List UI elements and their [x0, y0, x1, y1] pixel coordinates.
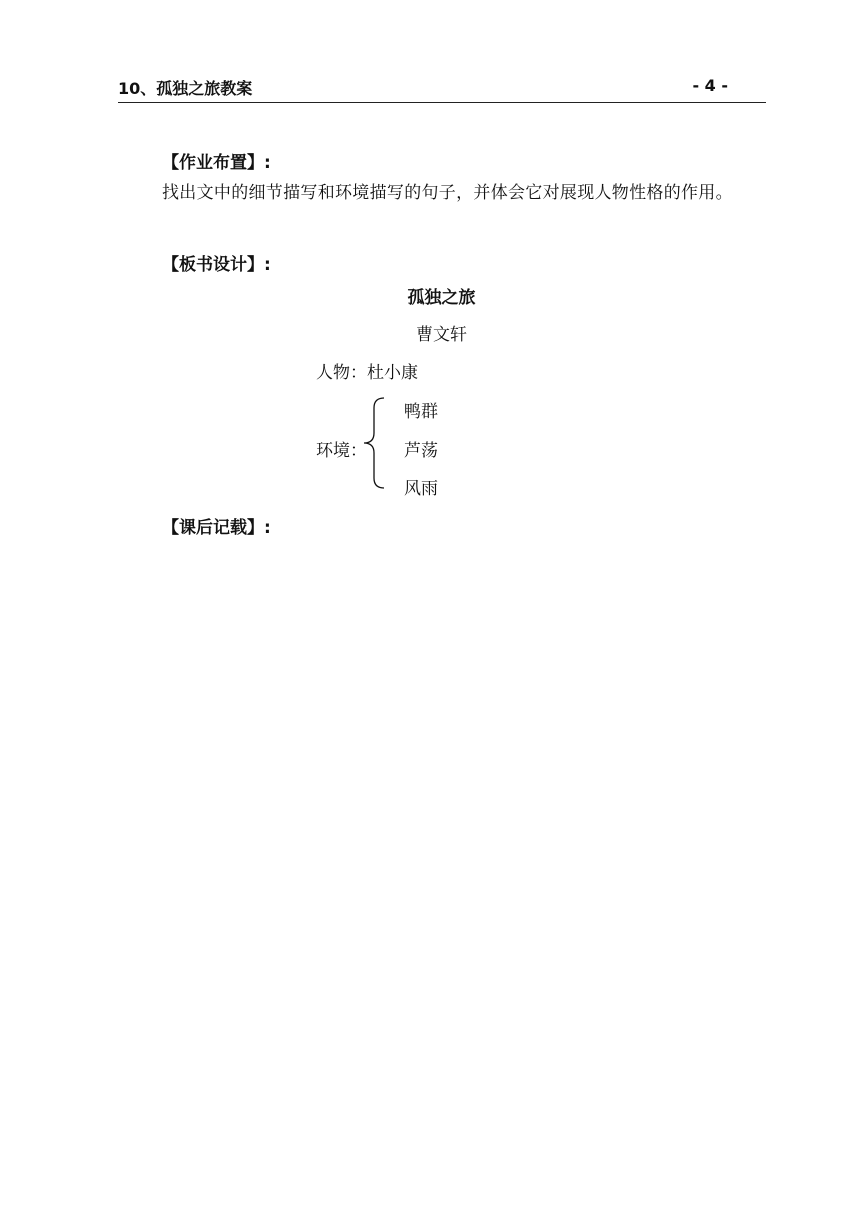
- board-design-heading: 【板书设计】:: [162, 255, 271, 275]
- header-title: 10、孤独之旅教案: [118, 79, 253, 98]
- homework-text: 找出文中的细节描写和环境描写的句子，并体会它对展现人物性格的作用。: [162, 183, 733, 203]
- post-class-heading: 【课后记载】:: [162, 518, 271, 538]
- board-title: 孤独之旅: [407, 288, 476, 308]
- homework-heading: 【作业布置】:: [162, 153, 271, 173]
- environment-item: 鸭群: [404, 402, 438, 422]
- environment-item: 风雨: [404, 479, 438, 499]
- character-row: [316, 358, 418, 383]
- environment-item: 芦荡: [404, 441, 438, 461]
- page-number: - 4 -: [692, 76, 728, 95]
- page-header: [118, 74, 766, 103]
- curly-brace-icon: [362, 396, 388, 490]
- character-value: 杜小康: [367, 363, 418, 383]
- environment-label: 环境：: [316, 441, 367, 461]
- board-author: 曹文轩: [416, 325, 467, 345]
- character-label: 人物：: [316, 363, 367, 383]
